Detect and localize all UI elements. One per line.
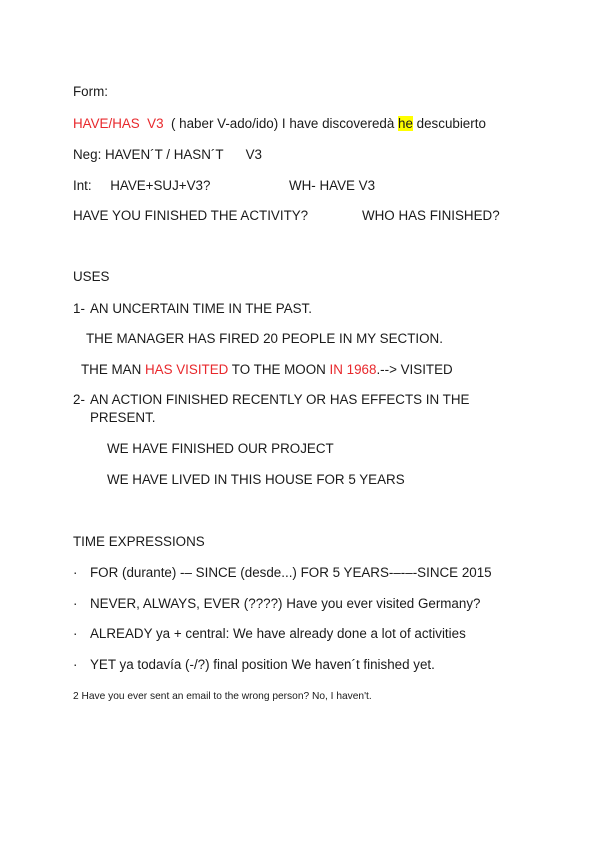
form-interrogative-b: WH- HAVE V3: [289, 178, 376, 193]
highlighted-word: he: [398, 116, 413, 131]
uses-heading: USES: [73, 269, 110, 284]
form-structure-line: [73, 116, 486, 132]
uses-item-2-text-line-2: PRESENT.: [90, 410, 156, 425]
uses-item-2: [73, 392, 469, 408]
uses-item-2-text-line-1: AN ACTION FINISHED RECENTLY OR HAS EFFECTS IN THE: [90, 392, 470, 407]
uses-item-1-example-1: THE MANAGER HAS FIRED 20 PEOPLE IN MY SECTION.: [86, 331, 443, 346]
uses-item-1-example-2: [81, 362, 453, 378]
example-2-text-b: TO THE MOON: [228, 362, 330, 377]
form-interrogative-a: Int: HAVE+SUJ+V3?: [73, 178, 211, 193]
example-2-text-a: THE MAN: [81, 362, 145, 377]
form-heading: Form:: [73, 84, 108, 99]
time-expressions-heading: TIME EXPRESSIONS: [73, 534, 205, 549]
list-item-text: NEVER, ALWAYS, EVER (????) Have you ever visited Germany?: [90, 596, 481, 611]
uses-item-1: [73, 301, 312, 317]
uses-item-2-number: 2-: [73, 392, 85, 407]
list-item: [73, 596, 480, 612]
uses-item-2-example-2: WE HAVE LIVED IN THIS HOUSE FOR 5 YEARS: [107, 472, 405, 487]
list-item-text: ALREADY ya + central: We have already done a lot of activities: [90, 626, 466, 641]
footnote: 2 Have you ever sent an email to the wrong person? No, I haven't.: [73, 691, 372, 702]
uses-item-1-number: 1-: [73, 301, 85, 316]
form-interrogative-line: [73, 178, 210, 194]
form-negative: Neg: HAVEN´T / HASN´T V3: [73, 147, 263, 162]
bullet-icon: ·: [73, 626, 78, 641]
list-item: [73, 565, 492, 581]
list-item: [73, 657, 435, 673]
list-item-text: YET ya todavía (-/?) final position We haven´t finished yet.: [90, 657, 435, 672]
example-2-red-1: HAS VISITED: [144, 362, 229, 377]
list-item-text: FOR (durante) -– SINCE (desde...) FOR 5 YEARS-–-–-SINCE 2015: [90, 565, 492, 580]
bullet-icon: ·: [73, 596, 78, 611]
bullet-icon: ·: [73, 565, 78, 580]
list-item: [73, 626, 466, 642]
uses-item-2-example-1: WE HAVE FINISHED OUR PROJECT: [107, 441, 334, 456]
example-2-red-2: IN 1968: [329, 362, 377, 377]
form-structure-red: HAVE/HAS V3: [73, 116, 164, 131]
bullet-icon: ·: [73, 657, 78, 672]
uses-item-1-text: AN UNCERTAIN TIME IN THE PAST.: [90, 301, 312, 316]
example-question-2: WHO HAS FINISHED?: [362, 208, 500, 223]
example-question-1: HAVE YOU FINISHED THE ACTIVITY?: [73, 208, 309, 223]
form-structure-text-a: ( haber V-ado/ido) I have discoveredà: [163, 116, 399, 131]
example-2-text-c: .--> VISITED: [376, 362, 453, 377]
form-structure-text-b: descubierto: [412, 116, 486, 131]
